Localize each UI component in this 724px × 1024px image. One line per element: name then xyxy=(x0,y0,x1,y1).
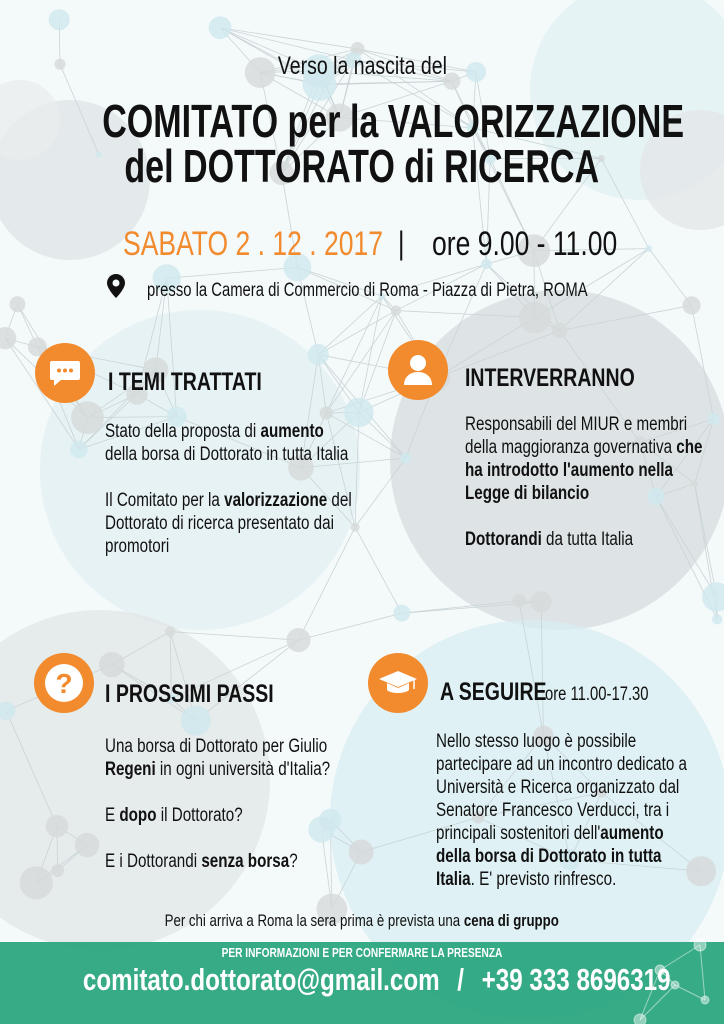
text-segment: promotori xyxy=(105,536,170,557)
body-line xyxy=(465,528,702,551)
bg-node xyxy=(512,594,526,608)
section-title-temi: I TEMI TRATTATI xyxy=(108,368,262,396)
contact-separator: / xyxy=(457,962,464,997)
person-icon xyxy=(388,340,448,400)
body-line xyxy=(105,850,330,873)
text-segment: Stato della proposta di xyxy=(105,421,261,442)
text-segment: Una borsa di Dottorato per Giulio xyxy=(105,736,328,757)
text-segment: dopo xyxy=(119,805,157,826)
body-line xyxy=(436,753,687,776)
text-segment: senza borsa xyxy=(201,851,290,872)
event-time: ore 9.00 - 11.00 xyxy=(432,225,618,263)
text-segment: Università e Ricerca organizzato dal xyxy=(436,777,680,798)
graduation-cap-icon xyxy=(368,653,428,713)
body-line xyxy=(105,535,352,558)
bg-line xyxy=(298,613,401,640)
footer-caption: PER INFORMAZIONI E PER CONFERMARE LA PRESENZA xyxy=(221,945,503,960)
section-body-temi xyxy=(105,420,413,558)
text-segment: partecipare ad un incontro dedicato a xyxy=(436,754,687,775)
page-title-line2: del DOTTORATO di RICERCA xyxy=(124,140,600,192)
text-segment: della maggioranza governativa xyxy=(465,437,677,458)
body-line xyxy=(436,868,687,891)
chat-bubble-icon xyxy=(35,343,95,403)
body-line xyxy=(105,489,352,512)
question-mark-icon xyxy=(34,653,94,713)
page-title-line1: COMITATO per la VALORIZZAZIONE xyxy=(102,95,685,147)
bg-line xyxy=(326,311,396,413)
text-segment: ha introdotto l'aumento nella xyxy=(465,460,673,481)
text-segment: del xyxy=(327,490,352,511)
text-segment: ? xyxy=(289,851,298,872)
text-segment: il Dottorato? xyxy=(156,805,243,826)
event-date: SABATO 2 . 12 . 2017 xyxy=(123,225,383,263)
date-separator: | xyxy=(398,225,405,261)
body-line xyxy=(105,735,330,758)
dinner-note: Per chi arriva a Roma la sera prima è prevista una cena di gruppo xyxy=(164,911,560,930)
bg-node xyxy=(391,305,401,315)
body-line xyxy=(105,804,330,827)
body-line xyxy=(105,420,352,443)
text-segment: in ogni università d'Italia? xyxy=(155,759,331,780)
text-segment: Senatore Francesco Verducci, tra i xyxy=(436,800,670,821)
text-segment: . E' previsto rinfresco. xyxy=(470,869,617,890)
body-gap xyxy=(105,827,330,850)
svg-text:?: ? xyxy=(55,668,73,699)
bg-node xyxy=(552,323,568,339)
bg-node xyxy=(702,582,724,611)
section-time-a-seguire: ore 11.00-17.30 xyxy=(545,684,649,705)
bg-line xyxy=(167,267,298,278)
body-line xyxy=(436,799,687,822)
contact-phone[interactable]: +39 333 8696319 xyxy=(481,962,671,997)
body-line xyxy=(465,436,702,459)
body-gap xyxy=(105,466,352,489)
bg-node xyxy=(209,16,232,39)
map-pin-icon xyxy=(107,274,125,298)
bg-node xyxy=(165,626,175,636)
text-segment: da tutta Italia xyxy=(541,529,634,550)
section-title-interverranno: INTERVERRANNO xyxy=(465,364,635,392)
bg-node xyxy=(71,401,104,434)
text-segment: della borsa di Dottorato in tutta Italia xyxy=(105,444,349,465)
bg-node xyxy=(308,344,329,365)
text-segment: aumento xyxy=(260,421,324,442)
bg-node xyxy=(181,706,211,736)
text-segment: aumento xyxy=(600,823,664,844)
bg-line xyxy=(220,28,358,49)
body-line xyxy=(436,730,687,753)
body-line xyxy=(436,845,687,868)
body-line xyxy=(465,413,702,436)
section-body-a-seguire xyxy=(436,730,724,891)
bg-node xyxy=(75,833,100,858)
text-segment: Dottorandi xyxy=(465,529,542,550)
body-line xyxy=(105,443,352,466)
text-segment: che xyxy=(676,437,703,458)
text-segment: valorizzazione xyxy=(224,490,328,511)
text-segment: Italia xyxy=(436,869,471,890)
text-segment: Dottorato di ricerca presentato dai xyxy=(105,513,334,534)
text-segment: Nello stesso luogo è possibile xyxy=(436,731,637,752)
body-gap xyxy=(105,781,330,804)
section-body-interverranno xyxy=(465,413,724,551)
event-location: presso la Camera di Commercio di Roma - Piazza di Pietra, ROMA xyxy=(147,280,588,301)
body-line xyxy=(436,776,687,799)
text-segment: della borsa di Dottorato in tutta xyxy=(436,846,662,867)
bg-node xyxy=(9,296,25,312)
bg-node xyxy=(49,9,70,30)
body-line xyxy=(105,512,352,535)
bg-node xyxy=(99,652,125,678)
bg-node xyxy=(530,591,552,613)
text-segment: principali sostenitori dell' xyxy=(436,823,601,844)
body-line xyxy=(465,459,702,482)
text-segment: Regeni xyxy=(105,759,156,780)
text-segment: Responsabili del MIUR e membri xyxy=(465,414,688,435)
text-segment: Legge di bilancio xyxy=(465,483,590,504)
body-line xyxy=(436,822,687,845)
text-segment: Il Comitato per la xyxy=(105,490,225,511)
section-title-a-seguire: A SEGUIRE xyxy=(440,678,547,706)
bg-line xyxy=(326,296,382,413)
bg-node xyxy=(712,614,722,624)
footer-contacts xyxy=(0,962,724,998)
bg-node xyxy=(0,327,16,349)
bg-node xyxy=(286,628,310,652)
contact-email[interactable]: comitato.dottorato@gmail.com xyxy=(82,962,440,997)
text-segment: E i Dottorandi xyxy=(105,851,202,872)
section-body-prossimi-passi xyxy=(105,735,386,873)
bg-node xyxy=(51,864,64,877)
body-line xyxy=(465,482,702,505)
bg-node xyxy=(393,605,410,622)
body-gap xyxy=(465,505,702,528)
bg-node xyxy=(320,406,333,419)
bg-line xyxy=(359,296,382,413)
bg-node xyxy=(46,815,69,838)
bg-node xyxy=(70,441,88,459)
text-segment: E xyxy=(105,805,120,826)
section-title-prossimi-passi: I PROSSIMI PASSI xyxy=(105,680,274,708)
bg-node xyxy=(519,301,551,333)
body-line xyxy=(105,758,330,781)
bg-node xyxy=(20,866,53,899)
intro-text: Verso la nascita del xyxy=(277,52,447,80)
